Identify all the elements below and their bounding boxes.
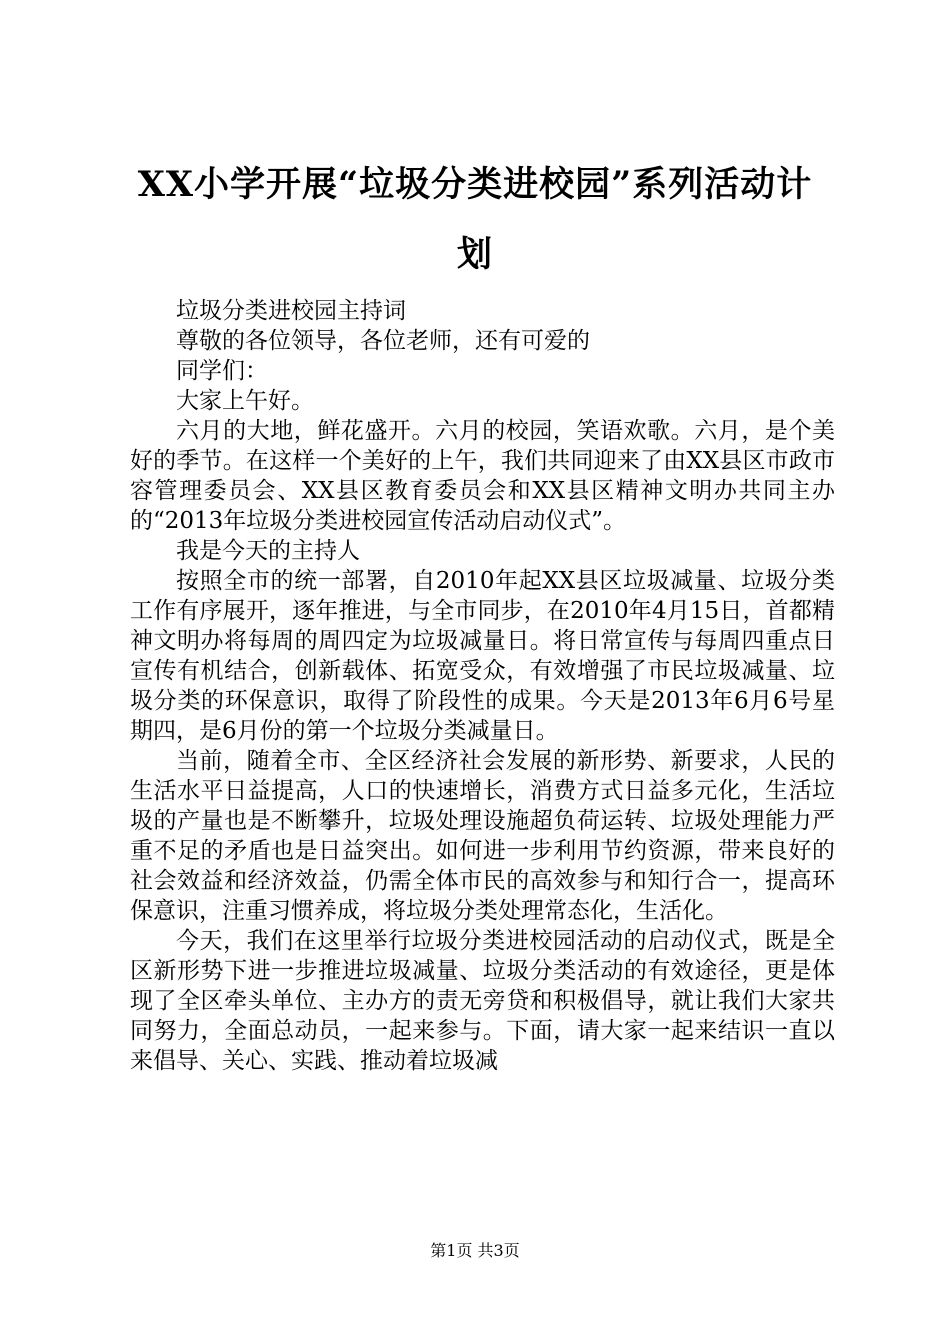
paragraph-today: 今天，我们在这里举行垃圾分类进校园活动的启动仪式，既是全区新形势下进一步推进垃圾减量、垃圾分类活动的有效途径，更是体现了全区牵头单位、主办方的责无旁贷和积极倡导，就让我们大家共同努力，全面总动员，一起来参与。下面，请大家一起来结识一直以来倡导、关心、实践、推动着垃圾减 (130, 928, 835, 1074)
paragraph-host: 我是今天的主持人 (176, 538, 360, 564)
page-number-footer: 第1页 共3页 (430, 1241, 520, 1260)
document-body (130, 296, 835, 1076)
paragraph-heading: 垃圾分类进校园主持词 (176, 298, 406, 324)
document-title: XX小学开展“垃圾分类进校园”系列活动计划 (137, 164, 813, 275)
paragraph-salutation: 大家上午好。 (176, 388, 314, 414)
paragraph-greeting: 尊敬的各位领导，各位老师，还有可爱的 (176, 328, 590, 354)
paragraph-current-situation: 当前，随着全市、全区经济社会发展的新形势、新要求，人民的生活水平日益提高，人口的快速增长，消费方式日益多元化，生活垃圾的产量也是不断攀升，垃圾处理设施超负荷运转、垃圾处理能力严重不足的矛盾也是日益突出。如何进一步利用节约资源，带来良好的社会效益和经济效益，仍需全体市民的高效参与和知行合一，提高环保意识，注重习惯养成，将垃圾分类处理常态化，生活化。 (130, 748, 835, 924)
paragraph-greeting-continued: 同学们： (176, 358, 268, 384)
paragraph-intro: 六月的大地，鲜花盛开。六月的校园，笑语欢歌。六月，是个美好的季节。在这样一个美好的上午，我们共同迎来了由XX县区市政市容管理委员会、XX县区教育委员会和XX县区精神文明办共同主办的“2013年垃圾分类进校园宣传活动启动仪式”。 (130, 418, 835, 534)
paragraph-background: 按照全市的统一部署，自2010年起XX县区垃圾减量、垃圾分类工作有序展开，逐年推进，与全市同步，在2010年4月15日，首都精神文明办将每周的周四定为垃圾减量日。将日常宣传与每周四重点日宣传有机结合，创新载体、拓宽受众，有效增强了市民垃圾减量、垃圾分类的环保意识，取得了阶段性的成果。今天是2013年6月6号星期四，是6月份的第一个垃圾分类减量日。 (130, 568, 835, 744)
